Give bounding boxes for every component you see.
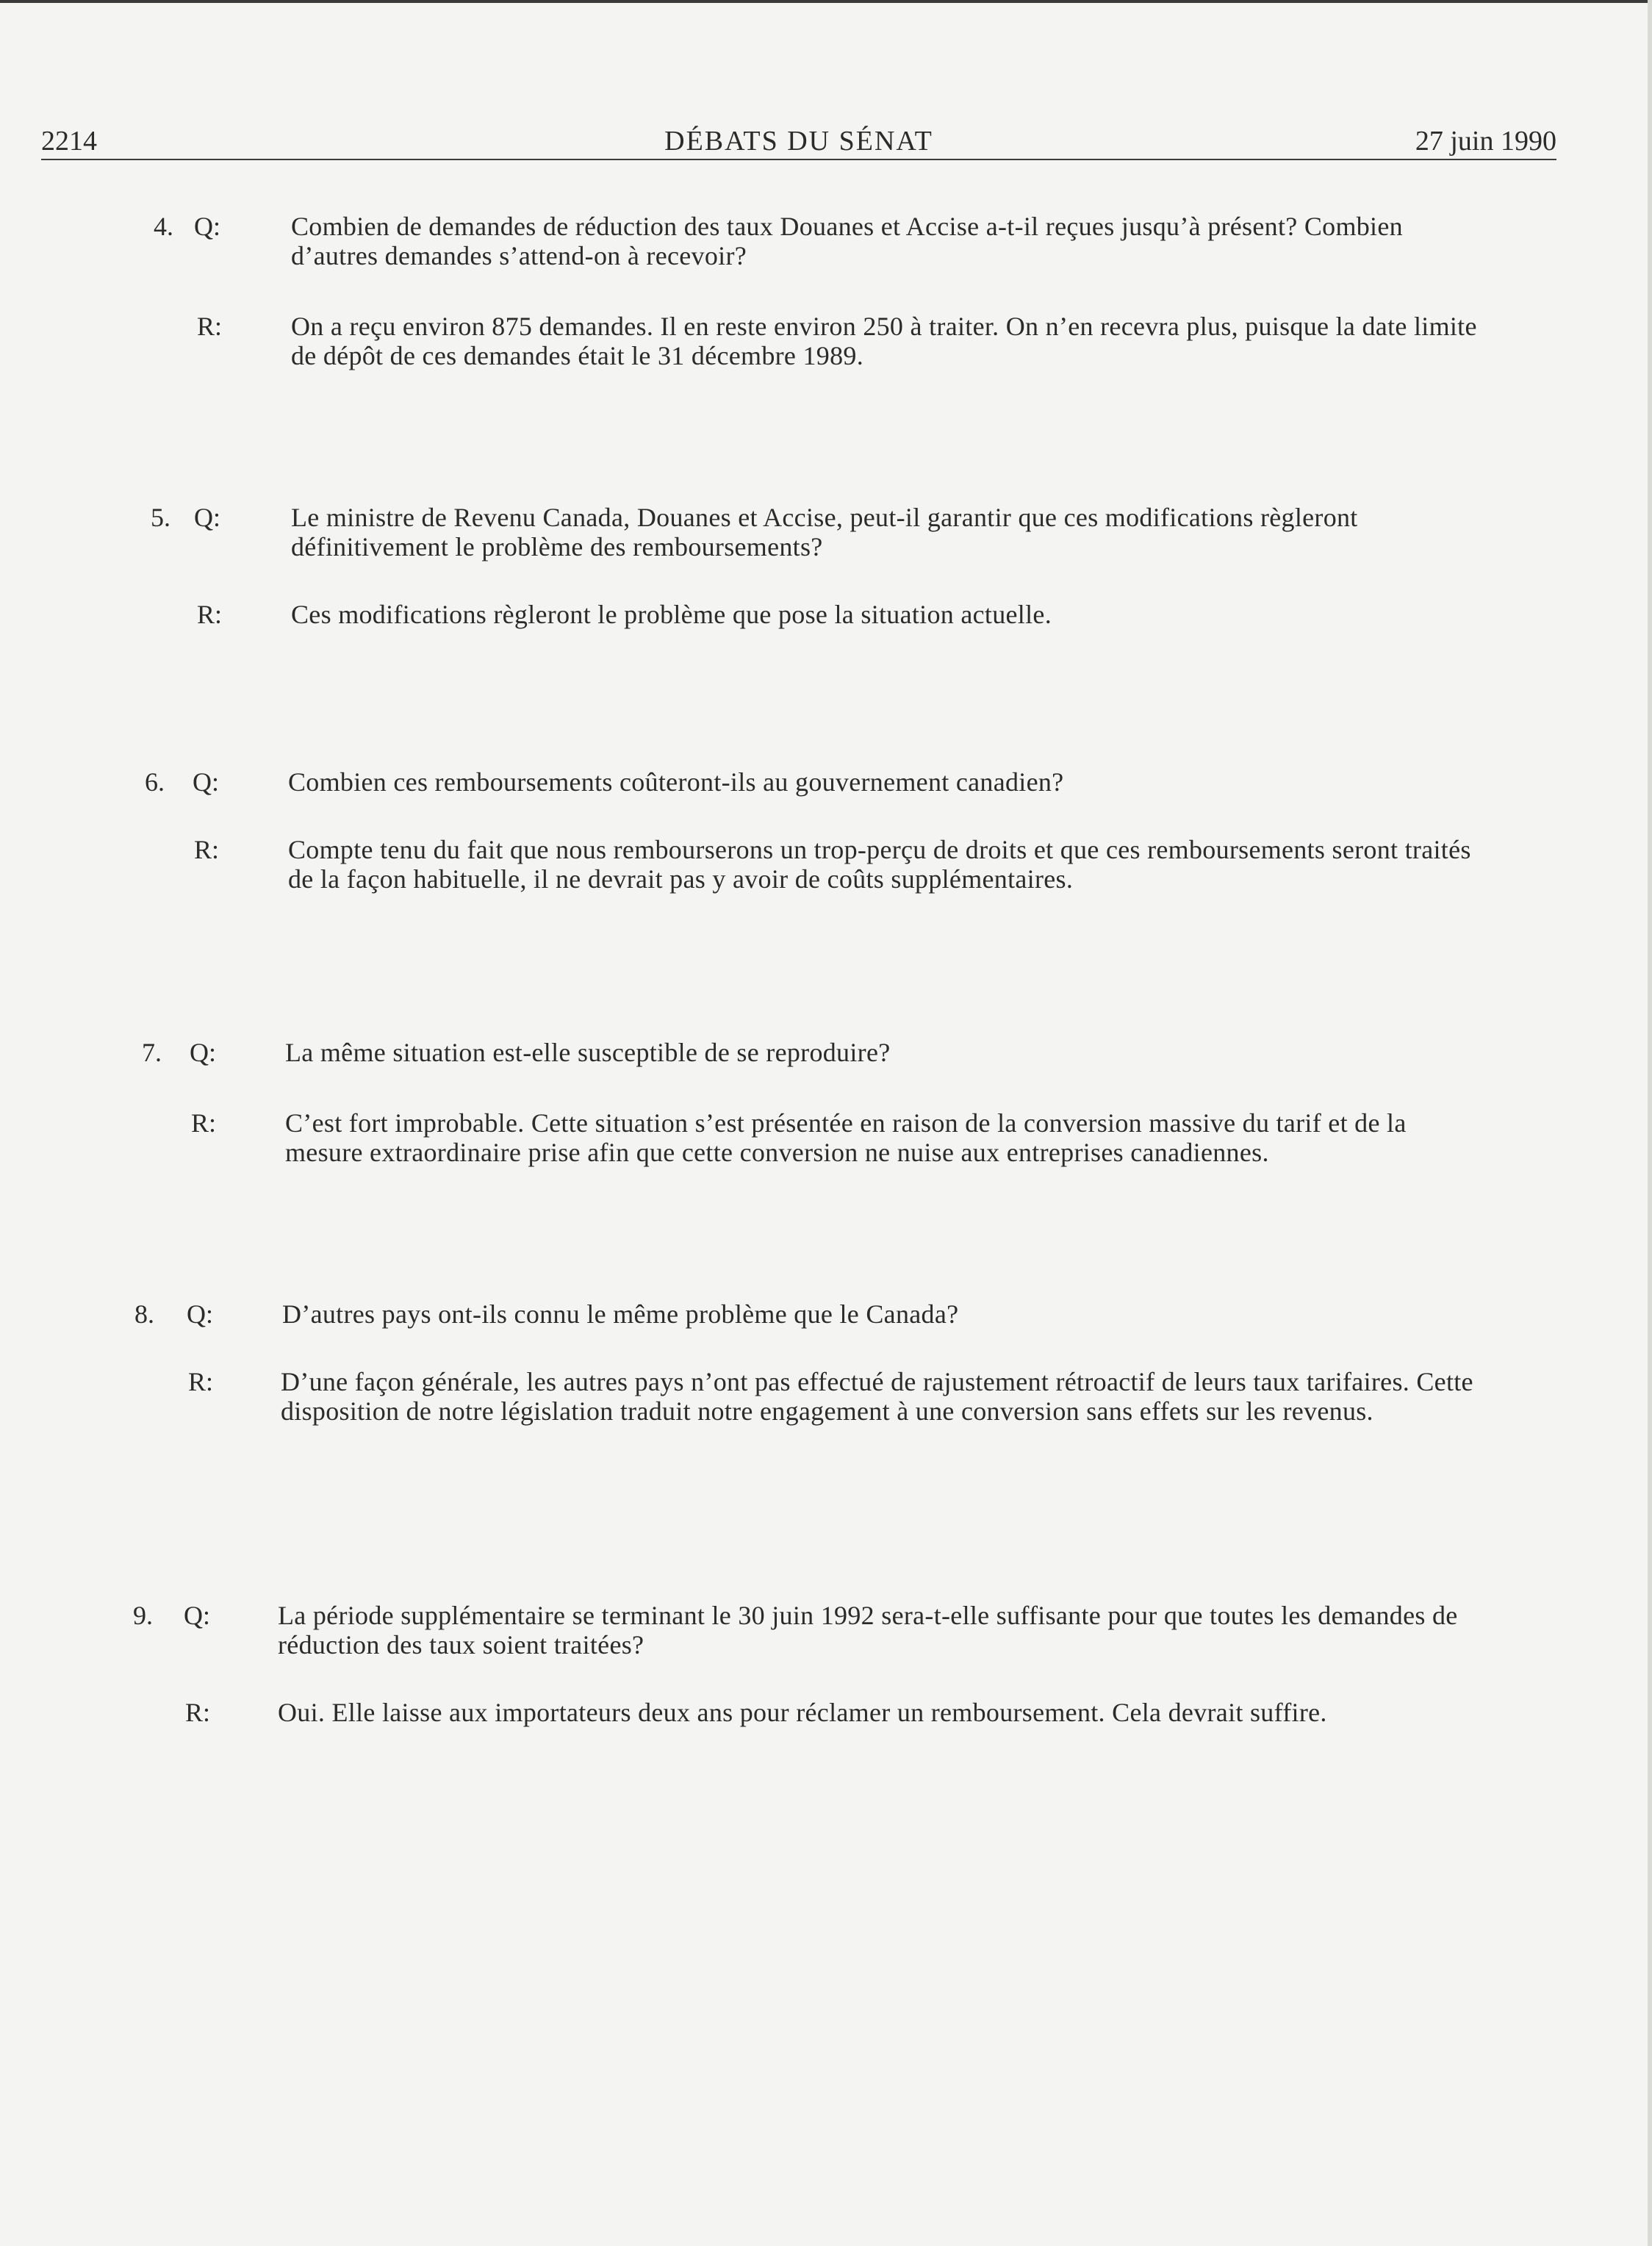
question-label: Q:	[184, 1601, 210, 1630]
item-number: 5.	[151, 503, 170, 532]
question-label: Q:	[190, 1038, 216, 1067]
question-text: D’autres pays ont-ils connu le même problème que le Canada?	[282, 1299, 959, 1329]
item-number: 9.	[133, 1601, 153, 1630]
question-text: La période supplémentaire se terminant le 30 juin 1992 sera-t-elle suffisante pour que toutes les demandes de réduction des taux soient traitées?	[278, 1601, 1458, 1660]
question-text: Combien de demandes de réduction des taux Douanes et Accise a-t-il reçues jusqu’à présent? Combien d’autres demandes s’attend-on à recevoir?	[291, 212, 1403, 270]
question-label: Q:	[193, 767, 219, 797]
question-label: Q:	[194, 503, 220, 532]
question-text: Le ministre de Revenu Canada, Douanes et Accise, peut-il garantir que ces modifications règleront définitivement le problème des remboursements?	[291, 503, 1358, 562]
question-text: Combien ces remboursements coûteront-ils au gouvernement canadien?	[288, 767, 1064, 797]
answer-text: C’est fort improbable. Cette situation s’est présentée en raison de la conversion massive du tarif et de la mesure extraordinaire prise afin que cette conversion ne nuise aux entreprises canadiennes.	[285, 1108, 1407, 1167]
answer-text: Oui. Elle laisse aux importateurs deux ans pour réclamer un remboursement. Cela devrait suffire.	[278, 1698, 1327, 1727]
answer-label: R:	[197, 312, 223, 341]
item-number: 4.	[154, 212, 173, 241]
item-number: 7.	[142, 1038, 162, 1067]
answer-label: R:	[197, 600, 223, 629]
question-label: Q:	[187, 1299, 213, 1329]
header-rule	[41, 159, 1556, 160]
answer-text: Ces modifications règleront le problème que pose la situation actuelle.	[291, 600, 1052, 629]
page-date: 27 juin 1990	[1415, 126, 1556, 157]
question-text: La même situation est-elle susceptible de se reproduire?	[285, 1038, 891, 1067]
page-top-edge	[0, 0, 1652, 3]
question-label: Q:	[194, 212, 220, 241]
item-number: 8.	[134, 1299, 154, 1329]
answer-label: R:	[185, 1698, 211, 1727]
answer-label: R:	[188, 1367, 214, 1396]
item-number: 6.	[145, 767, 165, 797]
answer-label: R:	[191, 1108, 217, 1138]
page-header	[41, 122, 1556, 160]
page-right-edge	[1648, 0, 1652, 2246]
answer-text: On a reçu environ 875 demandes. Il en reste environ 250 à traiter. On n’en recevra plus, puisque la date limite de dépôt de ces demandes était le 31 décembre 1989.	[291, 312, 1477, 370]
answer-text: Compte tenu du fait que nous rembourserons un trop-perçu de droits et que ces remboursements seront traités de la façon habituelle, il ne devrait pas y avoir de coûts supplémentaires.	[288, 835, 1471, 894]
page-title: DÉBATS DU SÉNAT	[664, 126, 933, 157]
page-number: 2214	[41, 126, 97, 157]
answer-text: D’une façon générale, les autres pays n’ont pas effectué de rajustement rétroactif de leurs taux tarifaires. Cette disposition de notre législation traduit notre engagement à une conversion sans effets sur les revenus.	[281, 1367, 1473, 1426]
answer-label: R:	[194, 835, 220, 864]
